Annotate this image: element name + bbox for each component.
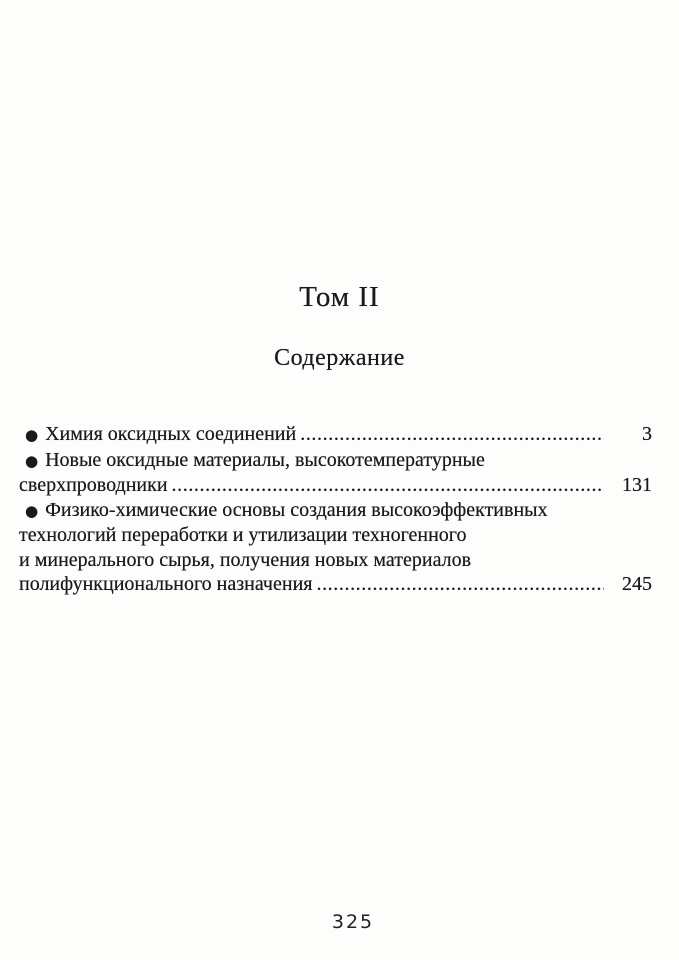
toc-entry-text: Химия оксидных соединений (45, 423, 297, 445)
dot-leader (172, 473, 604, 498)
footer-page-number: 325 (331, 911, 375, 933)
toc-line (19, 548, 652, 573)
toc-page-number: 131 (622, 474, 652, 496)
toc-list (0, 422, 679, 597)
toc-entry-text: Физико-химические основы создания высокоэффективных (45, 498, 548, 521)
toc-line (19, 473, 652, 498)
dot-leader (316, 572, 604, 597)
volume-title: Том II (299, 281, 380, 313)
toc-line (19, 572, 652, 597)
toc-entry-text: полифункционального назначения (19, 573, 313, 595)
bullet-icon: ● (25, 501, 39, 520)
toc-entry (19, 448, 652, 498)
toc-entry (19, 422, 652, 448)
toc-line (19, 498, 652, 524)
toc-line (19, 523, 652, 548)
bullet-icon: ● (25, 426, 39, 444)
bullet-icon: ● (25, 451, 39, 470)
toc-entry-text: и минерального сырья, получения новых материалов (19, 548, 472, 571)
contents-heading: Содержание (274, 345, 405, 371)
dot-leader (300, 422, 604, 447)
toc-entry-text: сверхпроводники (19, 474, 168, 496)
toc-entry-text: Новые оксидные материалы, высокотемпературные (45, 448, 485, 471)
toc-entry (19, 498, 652, 597)
toc-page-number: 3 (642, 423, 652, 445)
toc-line (19, 448, 652, 474)
toc-page-number: 245 (622, 573, 652, 595)
toc-line (19, 422, 652, 448)
toc-entry-text: технологий переработки и утилизации техногенного (19, 524, 467, 546)
